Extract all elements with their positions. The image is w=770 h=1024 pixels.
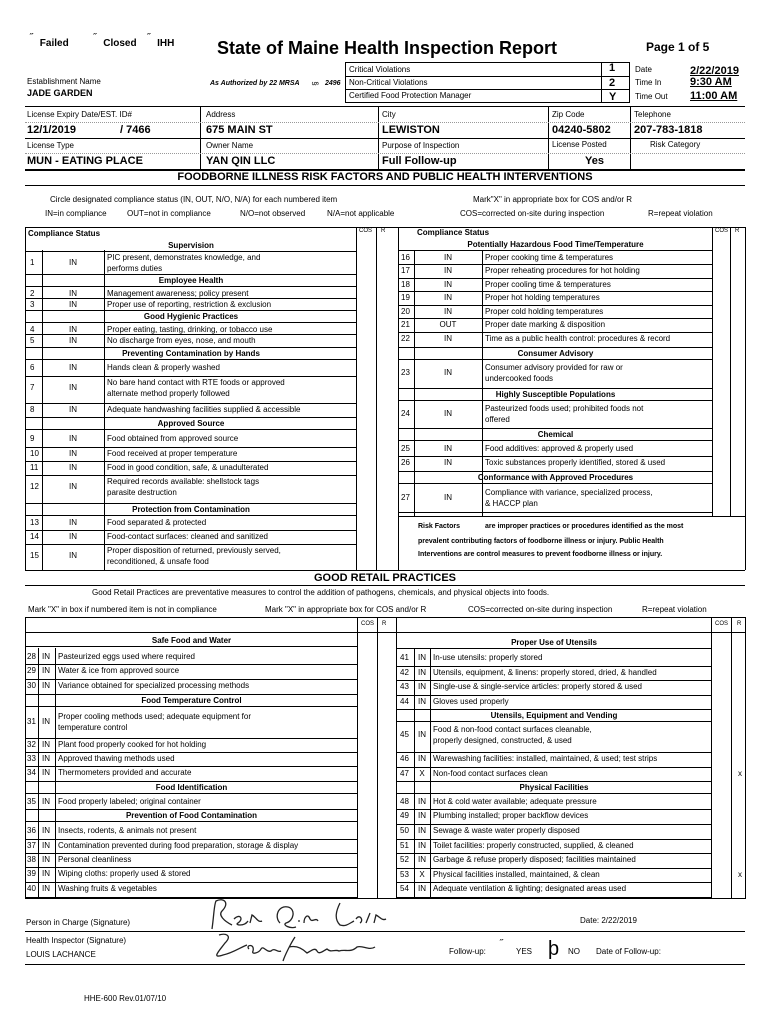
compliance-status: IN: [418, 668, 426, 677]
item-number: 11: [30, 463, 39, 472]
item-description: Proper cooling methods used; adequate equipment for: [58, 712, 252, 721]
item-description: Toilet facilities: properly constructed, supplied, & cleaned: [433, 841, 634, 850]
item-number: 46: [400, 754, 409, 763]
item-description: Food-contact surfaces: cleaned and sanitized: [107, 532, 268, 541]
followup-no: NO: [568, 947, 580, 956]
compliance-status: IN: [418, 682, 426, 691]
noncritical-violations-label: Non-Critical Violations: [349, 78, 428, 87]
compliance-status: IN: [42, 681, 50, 690]
city-label: City: [382, 110, 396, 119]
address-label: Address: [206, 110, 236, 119]
item-number: 45: [400, 730, 409, 739]
item-description-line2: undercooked foods: [485, 374, 554, 383]
signature-date: Date: 2/22/2019: [580, 916, 637, 925]
section-heading: Food Identification: [155, 783, 228, 792]
compliance-status: IN: [418, 754, 426, 763]
item-number: 12: [30, 482, 39, 491]
item-description: Physical facilities installed, maintained, & clean: [433, 870, 600, 879]
legend-out: OUT=not in compliance: [127, 209, 211, 218]
followup-no-mark: þ: [548, 938, 560, 960]
section-heading: Preventing Contamination by Hands: [122, 349, 260, 358]
item-number: 33: [27, 754, 36, 763]
item-number: 1: [30, 258, 35, 267]
risk-note-3: prevalent contributing factors of foodborne illness or injury. Public Health: [418, 538, 664, 545]
est-id: / 7466: [120, 124, 151, 136]
item-number: 13: [30, 518, 39, 527]
section-heading: Chemical: [537, 430, 574, 439]
item-description: Proper disposition of returned, previously served,: [107, 546, 281, 555]
purpose-label: Purpose of Inspection: [382, 141, 460, 150]
time-out: 11:00 AM: [690, 90, 738, 102]
retail-r-left: R: [382, 621, 387, 627]
section-heading: Protection from Contamination: [132, 505, 250, 514]
compliance-status: IN: [42, 717, 50, 726]
item-description: Consumer advisory provided for raw or: [485, 363, 623, 372]
item-description: Compliance with variance, specialized process,: [485, 488, 653, 497]
compliance-status: IN: [69, 551, 77, 560]
item-number: 23: [401, 368, 410, 377]
repeat-mark: x: [738, 870, 742, 879]
license-type: MUN - EATING PLACE: [27, 155, 143, 167]
item-description: Food received at proper temperature: [107, 449, 238, 458]
item-description: Proper cold holding temperatures: [485, 307, 604, 316]
item-description: Pasteurized foods used; prohibited foods not: [485, 404, 644, 413]
compliance-status: IN: [444, 334, 452, 343]
item-description: Food in good condition, safe, & unadulterated: [107, 463, 269, 472]
license-type-label: License Type: [27, 141, 74, 150]
item-number: 40: [27, 884, 36, 893]
retail-cos-def: COS=corrected on-site during inspection: [468, 605, 613, 614]
item-description-line2: parasite destruction: [107, 488, 177, 497]
item-description: Washing fruits & vegetables: [58, 884, 157, 893]
compliance-status: X: [419, 870, 425, 879]
item-description-line2: temperature control: [58, 723, 128, 732]
item-number: 28: [27, 652, 36, 661]
item-description: Garbage & refuse properly disposed; facilities maintained: [433, 855, 636, 864]
item-description: Food obtained from approved source: [107, 434, 239, 443]
risk-note-2: are improper practices or procedures identified as the most: [485, 523, 684, 530]
item-number: 25: [401, 444, 410, 453]
item-description: Non-food contact surfaces clean: [433, 769, 548, 778]
compliance-status: IN: [42, 826, 50, 835]
compliance-status: IN: [69, 518, 77, 527]
item-number: 30: [27, 681, 36, 690]
item-number: 34: [27, 768, 36, 777]
risk-category-label: Risk Category: [650, 140, 701, 149]
critical-violations-count: 1: [609, 62, 616, 74]
item-description: Utensils, equipment, & linens: properly stored, dried, & handled: [433, 668, 657, 677]
status-failed: ˝ Failed ˝ Closed ˝ IHH: [30, 32, 175, 49]
section-heading: Proper Use of Utensils: [511, 638, 597, 647]
compliance-status: IN: [444, 266, 452, 275]
owner-label: Owner Name: [206, 141, 254, 150]
item-description: Toxic substances properly identified, stored & used: [485, 458, 666, 467]
inspector-signature-label: Health Inspector (Signature): [26, 936, 127, 945]
item-description: Hands clean & properly washed: [107, 363, 220, 372]
item-number: 6: [30, 363, 35, 372]
legend-r: R=repeat violation: [648, 209, 713, 218]
item-description: Proper eating, tasting, drinking, or tobacco use: [107, 325, 273, 334]
inspector-name: LOUIS LACHANCE: [26, 950, 96, 959]
item-number: 41: [400, 653, 409, 662]
compliance-status: IN: [69, 463, 77, 472]
section-heading: Prevention of Food Contamination: [125, 811, 258, 820]
compliance-status: IN: [418, 826, 426, 835]
item-description: Proper cooking time & temperatures: [485, 253, 614, 262]
item-number: 14: [30, 532, 39, 541]
item-description: Proper cooling time & temperatures: [485, 280, 611, 289]
cos-right: COS: [715, 228, 729, 234]
address: 675 MAIN ST: [206, 124, 273, 136]
section-heading: Employee Health: [158, 276, 224, 285]
item-number: 3: [30, 300, 35, 309]
compliance-status: X: [419, 769, 425, 778]
license-posted-label: License Posted: [552, 140, 607, 149]
legend-na: N/A=not applicable: [327, 209, 395, 218]
item-number: 8: [30, 405, 35, 414]
compliance-status: IN: [444, 493, 452, 502]
zip: 04240-5802: [552, 124, 611, 136]
followup-yes: YES: [516, 947, 533, 956]
r-right: R: [735, 228, 740, 234]
item-number: 38: [27, 855, 36, 864]
item-description: Hot & cold water available; adequate pressure: [433, 797, 597, 806]
time-in-label: Time In: [635, 78, 662, 87]
compliance-status: IN: [444, 293, 452, 302]
purpose: Full Follow-up: [382, 155, 457, 167]
followup-yes-mark: ˝: [500, 938, 503, 948]
item-description: Water & ice from approved source: [58, 666, 180, 675]
compliance-status: IN: [42, 797, 50, 806]
compliance-status: IN: [42, 884, 50, 893]
legend-no: N/O=not observed: [240, 209, 306, 218]
compliance-status: IN: [42, 652, 50, 661]
item-description: Required records available: shellstock tags: [107, 477, 260, 486]
cfpm-label: Certified Food Protection Manager: [349, 91, 472, 100]
item-description: Insects, rodents, & animals not present: [58, 826, 197, 835]
item-number: 15: [30, 551, 39, 560]
item-number: 22: [401, 334, 410, 343]
compliance-status: IN: [444, 368, 452, 377]
item-description: Approved thawing methods used: [58, 754, 175, 763]
zip-label: Zip Code: [552, 110, 585, 119]
item-number: 19: [401, 293, 410, 302]
compliance-status: IN: [418, 811, 426, 820]
item-number: 2: [30, 289, 35, 298]
phone-label: Telephone: [634, 110, 671, 119]
compliance-status: IN: [444, 280, 452, 289]
establishment-name-label: Establishment Name: [27, 77, 101, 86]
section-heading: Conformance with Approved Procedures: [477, 473, 634, 482]
item-description: Adequate handwashing facilities supplied & accessible: [107, 405, 301, 414]
compliance-status: IN: [444, 444, 452, 453]
retail-desc: Good Retail Practices are preventative measures to control the addition of pathogens, chemicals, and physical objects into foods.: [92, 588, 550, 597]
section-heading: Physical Facilities: [519, 783, 589, 792]
compliance-status: IN: [42, 869, 50, 878]
phone: 207-783-1818: [634, 124, 703, 136]
status-closed: Closed: [103, 38, 137, 49]
license-expiry-label: License Expiry Date/EST. ID#: [27, 110, 132, 119]
item-description: Food additives: approved & properly used: [485, 444, 634, 453]
time-out-label: Time Out: [635, 92, 668, 101]
item-description: PIC present, demonstrates knowledge, and: [107, 253, 261, 262]
item-description: Thermometers provided and accurate: [58, 768, 192, 777]
followup-label: Follow-up:: [449, 947, 486, 956]
retail-r-def: R=repeat violation: [642, 605, 707, 614]
risk-legend-2: Mark"X" in appropriate box for COS and/or R: [473, 195, 633, 204]
item-number: 51: [400, 841, 409, 850]
item-number: 53: [400, 870, 409, 879]
compliance-status: IN: [418, 697, 426, 706]
item-description: In-use utensils: properly stored: [433, 653, 543, 662]
retail-mark-1: Mark "X" in box if numbered item is not in compliance: [28, 605, 217, 614]
retail-cos-left: COS: [361, 621, 375, 627]
page-title: State of Maine Health Inspection Report: [217, 38, 558, 58]
item-description-line2: performs duties: [107, 264, 163, 273]
cos-left: COS: [359, 228, 373, 234]
risk-note-4: Interventions are control measures to prevent foodborne illness or injury.: [418, 551, 663, 558]
date-label: Date: [635, 65, 652, 74]
establishment-name: JADE GARDEN: [27, 88, 93, 98]
item-description-line2: properly designed, constructed, & used: [433, 736, 572, 745]
section-heading: Utensils, Equipment and Vending: [490, 711, 618, 720]
form-number: HHE-600 Rev.01/07/10: [84, 994, 167, 1003]
item-description: Adequate ventilation & lighting; designated areas used: [433, 884, 627, 893]
item-number: 50: [400, 826, 409, 835]
section-heading: Food Temperature Control: [141, 696, 242, 705]
item-description: Sewage & waste water properly disposed: [433, 826, 580, 835]
compliance-status: IN: [69, 449, 77, 458]
license-expiry: 12/1/2019: [27, 124, 76, 136]
item-number: 39: [27, 869, 36, 878]
item-number: 9: [30, 434, 35, 443]
page-number: Page 1 of 5: [646, 40, 710, 54]
item-number: 16: [401, 253, 410, 262]
section-symbol: §: [310, 81, 320, 86]
repeat-mark: x: [738, 769, 742, 778]
section-number: 2496: [325, 80, 341, 87]
legend-cos: COS=corrected on-site during inspection: [460, 209, 605, 218]
compliance-status: IN: [69, 532, 77, 541]
compliance-status: IN: [69, 325, 77, 334]
compliance-status: IN: [42, 666, 50, 675]
item-description: Food properly labeled; original container: [58, 797, 201, 806]
item-number: 36: [27, 826, 36, 835]
item-description: Proper hot holding temperatures: [485, 293, 600, 302]
item-number: 49: [400, 811, 409, 820]
item-number: 20: [401, 307, 410, 316]
compliance-status: IN: [69, 383, 77, 392]
item-description: Warewashing facilities: installed, maintained, & used; test strips: [433, 754, 658, 763]
compliance-status: IN: [418, 653, 426, 662]
item-description: Proper date marking & disposition: [485, 320, 606, 329]
item-number: 43: [400, 682, 409, 691]
retail-r-right: R: [737, 621, 742, 627]
r-left: R: [381, 228, 386, 234]
item-description: Personal cleanliness: [58, 855, 132, 864]
item-number: 21: [401, 320, 410, 329]
item-number: 54: [400, 884, 409, 893]
compliance-status: IN: [42, 740, 50, 749]
item-description: Contamination prevented during food preparation, storage & display: [58, 841, 299, 850]
compliance-status: IN: [69, 405, 77, 414]
compliance-status: IN: [418, 855, 426, 864]
owner: YAN QIN LLC: [206, 155, 276, 167]
item-number: 26: [401, 458, 410, 467]
inspection-date: 2/22/2019: [690, 65, 739, 77]
compliance-status: IN: [418, 797, 426, 806]
item-number: 48: [400, 797, 409, 806]
section-heading: Potentially Hazardous Food Time/Temperature: [467, 240, 644, 249]
compliance-status: IN: [418, 730, 426, 739]
compliance-status: IN: [69, 434, 77, 443]
item-number: 47: [400, 769, 409, 778]
item-number: 52: [400, 855, 409, 864]
item-number: 10: [30, 449, 39, 458]
compliance-status: IN: [42, 768, 50, 777]
compliance-status-left: Compliance Status: [28, 229, 101, 238]
item-description: Single-use & single-service articles: properly stored & used: [433, 682, 642, 691]
item-description: Pasteurized eggs used where required: [58, 652, 195, 661]
time-in: 9:30 AM: [690, 76, 732, 88]
compliance-status: IN: [42, 855, 50, 864]
item-description: Wiping cloths: properly used & stored: [58, 869, 191, 878]
item-number: 37: [27, 841, 36, 850]
compliance-status: IN: [444, 307, 452, 316]
item-description: No discharge from eyes, nose, and mouth: [107, 336, 256, 345]
item-description: Management awareness; policy present: [107, 289, 249, 298]
item-number: 4: [30, 325, 35, 334]
compliance-status: IN: [42, 754, 50, 763]
city: LEWISTON: [382, 124, 440, 136]
authorized-text: As Authorized by 22 MRSA: [210, 80, 300, 87]
compliance-status: IN: [418, 884, 426, 893]
compliance-status: OUT: [439, 320, 457, 329]
compliance-status: IN: [444, 253, 452, 262]
noncritical-violations-count: 2: [609, 77, 616, 89]
item-number: 7: [30, 383, 35, 392]
item-number: 32: [27, 740, 36, 749]
retail-mark-2: Mark "X" in appropriate box for COS and/or R: [265, 605, 427, 614]
section-heading: Consumer Advisory: [517, 349, 594, 358]
cfpm-value: Y: [609, 91, 617, 103]
compliance-status: IN: [418, 841, 426, 850]
compliance-status: IN: [444, 409, 452, 418]
item-description: Plumbing installed; proper backflow devices: [433, 811, 589, 820]
risk-section-title: FOODBORNE ILLNESS RISK FACTORS AND PUBLIC HEALTH INTERVENTIONS: [177, 171, 593, 183]
legend-in: IN=in compliance: [45, 209, 107, 218]
compliance-status: IN: [69, 482, 77, 491]
item-description: Food & non-food contact surfaces cleanable,: [433, 725, 592, 734]
inspector-signature-image: [205, 925, 390, 967]
risk-note-1: Risk Factors: [418, 523, 461, 530]
compliance-status: IN: [69, 258, 77, 267]
item-number: 31: [27, 717, 36, 726]
item-number: 44: [400, 697, 409, 706]
item-description: Plant food properly cooked for hot holding: [58, 740, 207, 749]
section-heading: Good Hygienic Practices: [143, 312, 239, 321]
item-number: 29: [27, 666, 36, 675]
item-description: Food separated & protected: [107, 518, 207, 527]
item-description: No bare hand contact with RTE foods or approved: [107, 378, 285, 387]
compliance-status: IN: [42, 841, 50, 850]
item-number: 17: [401, 266, 410, 275]
compliance-status-right: Compliance Status: [417, 228, 490, 237]
item-description-line2: offered: [485, 415, 510, 424]
section-heading: Safe Food and Water: [151, 636, 232, 645]
item-number: 35: [27, 797, 36, 806]
status-ihh: IHH: [157, 38, 175, 49]
item-description: Gloves used properly: [433, 697, 509, 706]
compliance-status: IN: [69, 300, 77, 309]
item-number: 24: [401, 409, 410, 418]
retail-cos-right: COS: [715, 621, 729, 627]
compliance-status: IN: [69, 289, 77, 298]
followup-date-label: Date of Follow-up:: [596, 947, 661, 956]
item-number: 18: [401, 280, 410, 289]
critical-violations-label: Critical Violations: [349, 65, 411, 74]
item-number: 42: [400, 668, 409, 677]
compliance-status: IN: [69, 363, 77, 372]
item-description-line2: & HACCP plan: [485, 499, 538, 508]
section-heading: Highly Susceptible Populations: [495, 390, 616, 399]
item-number: 5: [30, 336, 35, 345]
item-description-line2: reconditioned, & unsafe food: [107, 557, 209, 566]
compliance-status: IN: [69, 336, 77, 345]
section-heading: Approved Source: [157, 419, 225, 428]
retail-section-title: GOOD RETAIL PRACTICES: [314, 572, 456, 584]
item-number: 27: [401, 493, 410, 502]
item-description: Variance obtained for specialized processing methods: [58, 681, 250, 690]
item-description: Proper use of reporting, restriction & exclusion: [107, 300, 272, 309]
compliance-status: IN: [444, 458, 452, 467]
item-description-line2: alternate method properly followed: [107, 389, 230, 398]
license-posted: Yes: [585, 155, 604, 167]
item-description: Time as a public health control: procedures & record: [485, 334, 671, 343]
pic-signature-label: Person in Charge (Signature): [26, 918, 131, 927]
section-heading: Supervision: [168, 241, 214, 250]
risk-legend-1: Circle designated compliance status (IN, OUT, N/O, N/A) for each numbered item: [50, 195, 338, 204]
item-description: Proper reheating procedures for hot holding: [485, 266, 640, 275]
